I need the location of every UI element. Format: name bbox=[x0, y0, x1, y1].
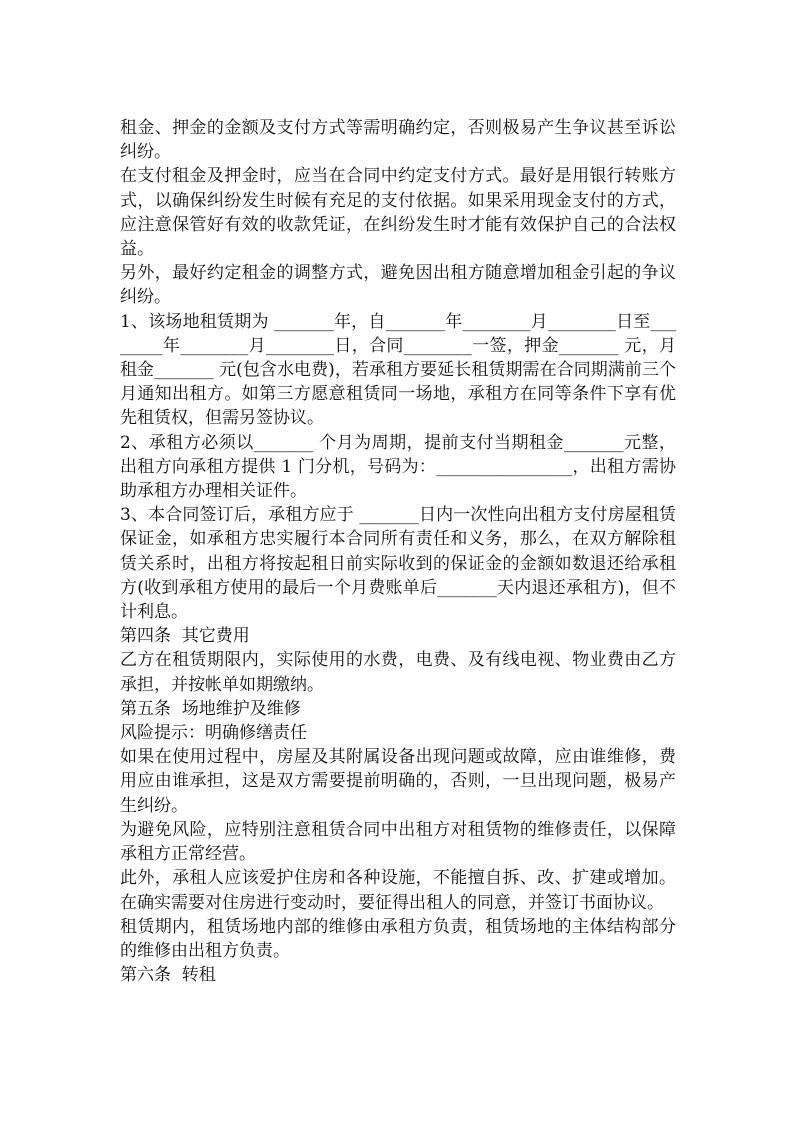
clause-security-deposit: 3、本合同签订后，承租方应于 _______日内一次性向出租方支付房屋租赁保证金，如承租方忠实履行本合同所有责任和义务，那么，在双方解除租赁关系时，出租方将按起租日前实际收到的保证金的金额如数退还给承租方(收到承租方使用的最后一个月费账单后_______天内退还承租方)，但不计利息。 bbox=[120, 505, 676, 623]
clause-rent-payment-cycle: 2、承租方必须以_______ 个月为周期，提前支付当期租金_______元整，出租方向承租方提供 1 门分机，号码为：________________，出租方需协助承租方办理相关证件。 bbox=[120, 432, 676, 502]
article-6-heading: 第六条 转租 bbox=[120, 965, 216, 986]
risk-tip-heading: 风险提示：明确修缮责任 bbox=[120, 723, 307, 744]
article-5-heading: 第五条 场地维护及维修 bbox=[120, 698, 301, 719]
paragraph-rent-adjustment: 另外，最好约定租金的调整方式，避免因出租方随意增加租金引起的争议纠纷。 bbox=[120, 263, 676, 308]
paragraph-tenant-care: 此外，承租人应该爱护住房和各种设施，不能擅自拆、改、扩建或增加。在确实需要对住房进行变动时，要征得出租人的同意，并签订书面协议。 bbox=[120, 868, 676, 913]
paragraph-deposit-intro: 租金、押金的金额及支付方式等需明确约定，否则极易产生争议甚至诉讼纠纷。 bbox=[120, 118, 676, 163]
document-body bbox=[120, 116, 676, 987]
paragraph-repair-responsibility: 如果在使用过程中，房屋及其附属设备出现问题或故障，应由谁维修，费用应由谁承担，这是双方需要提前明确的，否则，一旦出现问题，极易产生纠纷。 bbox=[120, 747, 676, 816]
article-4-heading: 第四条 其它费用 bbox=[120, 626, 250, 647]
clause-lease-term: 1、该场地租赁期为 _______年，自_______年________月________日至________年________月________日，合同________一签，押金_______ 元，月租金_______ 元(包含水电费)，若承租方要延长租赁期需在合同期满前三个月通知出租方。如第三方愿意租赁同一场地，承租方在同等条件下享有优先租赁权，但需另签协议。 bbox=[120, 311, 676, 429]
paragraph-maintenance-split: 租赁期内，租赁场地内部的维修由承租方负责，租赁场地的主体结构部分的维修由出租方负责。 bbox=[120, 916, 676, 961]
paragraph-avoid-risk: 为避免风险，应特别注意租赁合同中出租方对租赁物的维修责任，以保障承租方正常经营。 bbox=[120, 819, 676, 865]
paragraph-payment-method: 在支付租金及押金时，应当在合同中约定支付方式。最好是用银行转账方式，以确保纠纷发生时候有充足的支付依据。如果采用现金支付的方式，应注意保管好有效的收款凭证，在纠纷发生时才能有效保护自己的合法权益。 bbox=[120, 166, 676, 260]
paragraph-other-fees: 乙方在租赁期限内，实际使用的水费，电费、及有线电视、物业费由乙方承担，并按帐单如期缴纳。 bbox=[120, 650, 676, 695]
